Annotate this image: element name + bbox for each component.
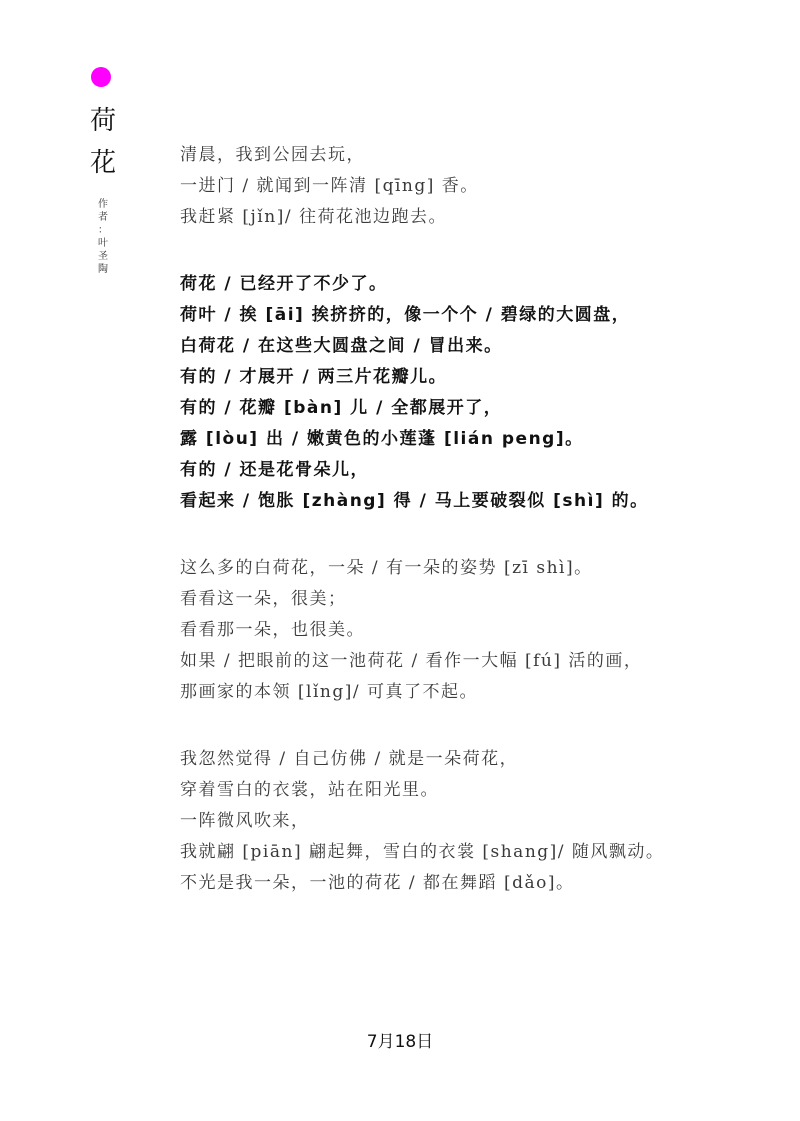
poem-line: 我忽然觉得 / 自己仿佛 / 就是一朵荷花， <box>180 749 519 769</box>
author-char: 陶 <box>98 264 108 275</box>
date-label: 7月18日 <box>366 1032 434 1052</box>
poem-line: 看起来 / 饱胀 [zhàng] 得 / 马上要破裂似 [shì] 的。 <box>180 491 649 511</box>
author-char: 圣 <box>98 251 108 262</box>
poem-line: 露 [lòu] 出 / 嫩黄色的小莲蓬 [lián peng]。 <box>180 429 584 449</box>
poem-line: 白荷花 / 在这些大圆盘之间 / 冒出来。 <box>180 336 503 356</box>
poem-stanza <box>180 140 780 233</box>
poem-stanza <box>180 553 780 708</box>
poem-body <box>180 140 780 935</box>
author-char: 叶 <box>98 238 108 249</box>
poem-line: 清晨，我到公园去玩， <box>180 145 365 165</box>
title-char: 荷 <box>89 106 116 136</box>
poem-line: 这么多的白荷花，一朵 / 有一朵的姿势 [zī shì]。 <box>180 558 593 578</box>
poem-line: 有的 / 花瓣 [bàn] 儿 / 全都展开了， <box>180 398 503 418</box>
title-char: 花 <box>89 148 116 178</box>
poem-line: 一阵微风吹来， <box>180 811 310 831</box>
poem-line: 看看这一朵，很美； <box>180 589 347 609</box>
poem-line: 不光是我一朵，一池的荷花 / 都在舞蹈 [dǎo]。 <box>180 873 575 893</box>
poem-line: 如果 / 把眼前的这一池荷花 / 看作一大幅 [fú] 活的画， <box>180 651 643 671</box>
poem-line: 穿着雪白的衣裳，站在阳光里。 <box>180 780 439 800</box>
page-title <box>88 100 118 184</box>
author-char: ： <box>98 225 108 236</box>
poem-stanza <box>180 269 780 517</box>
poem-line: 有的 / 还是花骨朵儿， <box>180 460 370 480</box>
author-char: 作 <box>98 199 108 210</box>
magenta-dot-icon <box>91 67 111 87</box>
poem-line: 一进门 / 就闻到一阵清 [qīng] 香。 <box>180 176 479 196</box>
poem-line: 那画家的本领 [lǐng]/ 可真了不起。 <box>180 682 479 702</box>
author-char: 者 <box>98 212 108 223</box>
poem-line: 看看那一朵，也很美。 <box>180 620 365 640</box>
poem-line: 荷叶 / 挨 [āi] 挨挤挤的，像一个个 / 碧绿的大圆盘， <box>180 305 631 325</box>
poem-line: 我赶紧 [jǐn]/ 往荷花池边跑去。 <box>180 207 447 227</box>
poem-stanza <box>180 744 780 899</box>
poem-line: 荷花 / 已经开了不少了。 <box>180 274 388 294</box>
poem-line: 我就翩 [piān] 翩起舞，雪白的衣裳 [shang]/ 随风飘动。 <box>180 842 665 862</box>
poem-line: 有的 / 才展开 / 两三片花瓣儿。 <box>180 367 448 387</box>
author-label <box>96 198 110 276</box>
